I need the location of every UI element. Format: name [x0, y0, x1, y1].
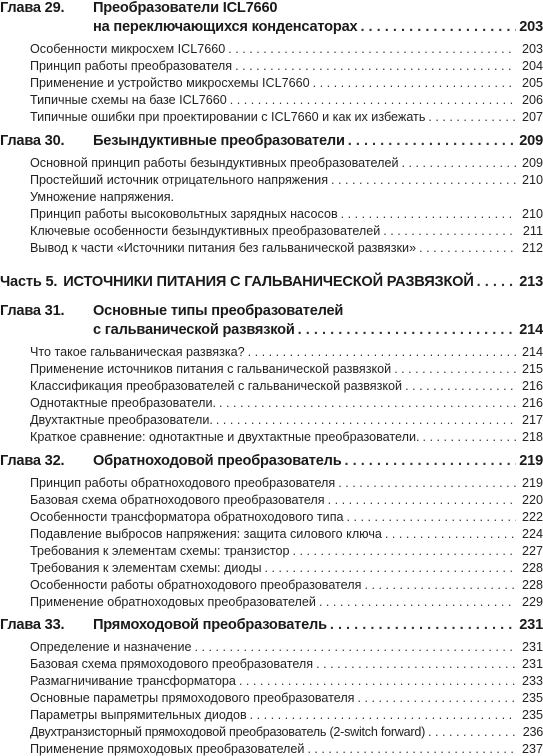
chapter-label: Глава 33. — [0, 617, 65, 633]
item-title: Однотактные преобразователи. — [30, 396, 217, 410]
toc-item[interactable] — [0, 578, 543, 592]
part-label: Часть 5. — [0, 274, 58, 290]
page-number: 214 — [519, 322, 543, 338]
dot-leader — [385, 527, 516, 541]
chapter-heading-continued[interactable] — [0, 19, 543, 35]
dot-leader — [230, 93, 516, 107]
toc-item[interactable] — [0, 207, 543, 221]
page-number: 220 — [521, 493, 543, 507]
item-title: Требования к элементам схемы: диоды — [30, 561, 262, 575]
page-number: 233 — [521, 674, 543, 688]
toc-item[interactable] — [0, 561, 543, 575]
toc-item[interactable] — [0, 379, 543, 393]
chapter-title: Обратноходовой преобразователь — [93, 453, 342, 469]
item-title: Классификация преобразователей с гальванической развязкой — [30, 379, 403, 393]
item-title: Базовая схема прямоходового преобразователя — [30, 657, 314, 671]
dot-leader — [235, 59, 516, 73]
item-title: Базовая схема обратноходового преобразователя — [30, 493, 325, 507]
toc-item[interactable] — [0, 708, 543, 722]
page-number: 211 — [522, 224, 543, 238]
item-title: Краткое сравнение: однотактные и двухтактные преобразователи. — [30, 430, 420, 444]
dot-leader — [341, 207, 516, 221]
page-number: 231 — [521, 657, 543, 671]
toc-item[interactable] — [0, 173, 543, 187]
item-title: Особенности работы обратноходового преобразователя — [30, 578, 362, 592]
page-number: 213 — [519, 274, 543, 290]
dot-leader — [265, 561, 516, 575]
chapter-label: Глава 32. — [0, 453, 65, 469]
chapter-title: Основные типы преобразователей — [93, 303, 344, 319]
page-number: 209 — [521, 156, 543, 170]
dot-leader — [239, 674, 516, 688]
item-title: Принцип работы обратноходового преобразователя — [30, 476, 336, 490]
toc-item[interactable] — [0, 156, 543, 170]
toc-item[interactable] — [0, 345, 543, 359]
page-number: 228 — [521, 578, 543, 592]
page-number: 216 — [521, 396, 543, 410]
item-title: Применение и устройство микросхемы ICL7660 — [30, 76, 310, 90]
toc-item[interactable] — [0, 76, 543, 90]
dot-leader — [316, 657, 516, 671]
dot-leader — [477, 274, 517, 290]
page-number: 218 — [521, 430, 543, 444]
toc-item[interactable] — [0, 396, 543, 410]
dot-leader — [348, 133, 517, 149]
toc-item[interactable] — [0, 241, 543, 255]
dot-leader — [330, 617, 516, 633]
dot-leader — [331, 173, 516, 187]
toc-item[interactable] — [0, 657, 543, 671]
dot-leader — [405, 379, 516, 393]
toc-item[interactable] — [0, 110, 543, 124]
page-number: 237 — [521, 742, 543, 756]
page-number: 219 — [519, 453, 543, 469]
dot-leader — [422, 430, 516, 444]
page-number: 206 — [521, 93, 543, 107]
dot-leader — [195, 640, 517, 654]
chapter-title: на переключающихся конденсаторах — [93, 19, 358, 35]
dot-leader — [357, 691, 516, 705]
chapter-heading[interactable] — [0, 0, 543, 16]
dot-leader — [344, 453, 516, 469]
item-title: Требования к элементам схемы: транзистор — [30, 544, 290, 558]
toc-item[interactable] — [0, 190, 543, 204]
item-title: Применение источников питания с гальванической развязкой — [30, 362, 392, 376]
toc-item[interactable] — [0, 362, 543, 376]
toc-item[interactable] — [0, 725, 543, 739]
page-number: 236 — [522, 725, 543, 739]
dot-leader — [313, 76, 516, 90]
toc-item[interactable] — [0, 510, 543, 524]
chapter-title: с гальванической развязкой — [93, 322, 295, 338]
dot-leader — [216, 413, 516, 427]
page-number: 205 — [521, 76, 543, 90]
page-number: 203 — [519, 19, 543, 35]
item-title: Особенности трансформатора обратноходового типа — [30, 510, 344, 524]
toc-item[interactable] — [0, 493, 543, 507]
page-number: 222 — [521, 510, 543, 524]
dot-leader — [319, 595, 516, 609]
chapter-heading[interactable] — [0, 617, 543, 633]
toc-item[interactable] — [0, 544, 543, 558]
dot-leader — [419, 241, 516, 255]
chapter-label: Глава 30. — [0, 133, 65, 149]
page-number: 214 — [521, 345, 543, 359]
page-number: 235 — [521, 708, 543, 722]
chapter-title: Преобразователи ICL7660 — [93, 0, 278, 16]
toc-item[interactable] — [0, 742, 543, 756]
page-number: 204 — [521, 59, 543, 73]
toc-item[interactable] — [0, 59, 543, 73]
item-title: Типичные схемы на базе ICL7660 — [30, 93, 227, 107]
item-title: Особенности микросхем ICL7660 — [30, 42, 226, 56]
page-number: 216 — [521, 379, 543, 393]
toc-item[interactable] — [0, 430, 543, 444]
dot-leader — [428, 110, 516, 124]
toc-item[interactable] — [0, 595, 543, 609]
item-title: Определение и назначение — [30, 640, 192, 654]
chapter-title: Прямоходовой преобразователь — [93, 617, 327, 633]
item-title: Вывод к части «Источники питания без гальванической развязки» — [30, 241, 417, 255]
item-title: Двухтактные преобразователи. — [30, 413, 213, 427]
dot-leader — [228, 42, 516, 56]
dot-leader — [292, 544, 516, 558]
dot-leader — [428, 725, 516, 739]
dot-leader — [250, 708, 516, 722]
item-title: Принцип работы высоковольтных зарядных насосов — [30, 207, 338, 221]
chapter-heading-continued[interactable] — [0, 322, 543, 338]
chapter-title: Безындуктивные преобразователи — [93, 133, 345, 149]
page-number: 212 — [521, 241, 543, 255]
page-number: 215 — [521, 362, 543, 376]
dot-leader — [347, 510, 516, 524]
item-title: Типичные ошибки при проектировании с ICL7660 и как их избежать — [30, 110, 426, 124]
page-number: 224 — [521, 527, 543, 541]
page-number: 235 — [521, 691, 543, 705]
chapter-label: Глава 31. — [0, 303, 65, 319]
item-title: Ключевые особенности безындуктивных преобразователей — [30, 224, 381, 238]
item-title: Основной принцип работы безындуктивных преобразователей — [30, 156, 399, 170]
item-title: Простейший источник отрицательного напряжения — [30, 173, 329, 187]
dot-leader — [383, 224, 516, 238]
dot-leader — [248, 345, 516, 359]
toc-item[interactable] — [0, 476, 543, 490]
dot-leader — [328, 493, 516, 507]
page-number: 229 — [521, 595, 543, 609]
item-title: Что такое гальваническая развязка? — [30, 345, 245, 359]
chapter-heading[interactable] — [0, 303, 543, 319]
dot-leader — [338, 476, 516, 490]
dot-leader — [401, 156, 516, 170]
item-title: Принцип работы преобразователя — [30, 59, 233, 73]
toc-item[interactable] — [0, 640, 543, 654]
chapter-label: Глава 29. — [0, 0, 65, 16]
toc-item[interactable] — [0, 93, 543, 107]
dot-leader — [394, 362, 516, 376]
item-title: Применение прямоходовых преобразователей — [30, 742, 305, 756]
page-number: 228 — [521, 561, 543, 575]
page-number: 203 — [521, 42, 543, 56]
item-title: Применение обратноходовых преобразователей — [30, 595, 316, 609]
item-title: Размагничивание трансформатора — [30, 674, 236, 688]
page-number: 210 — [521, 207, 543, 221]
item-title: Умножение напряжения. — [30, 190, 175, 204]
page-number: 231 — [521, 640, 543, 654]
part-title: ИСТОЧНИКИ ПИТАНИЯ С ГАЛЬВАНИЧЕСКОЙ РАЗВЯЗКОЙ — [63, 274, 474, 290]
part-heading[interactable] — [0, 274, 543, 290]
toc-item[interactable] — [0, 413, 543, 427]
page-number: 227 — [521, 544, 543, 558]
page-number: 231 — [519, 617, 543, 633]
toc-item[interactable] — [0, 224, 543, 238]
dot-leader — [219, 396, 516, 410]
page-number: 209 — [519, 133, 543, 149]
item-title: Основные параметры прямоходового преобразователя — [30, 691, 355, 705]
page-number: 210 — [521, 173, 543, 187]
toc-item[interactable] — [0, 691, 543, 705]
item-title: Параметры выпрямительных диодов — [30, 708, 247, 722]
toc-item[interactable] — [0, 674, 543, 688]
page-number: 207 — [521, 110, 543, 124]
dot-leader — [298, 322, 517, 338]
chapter-heading[interactable] — [0, 133, 543, 149]
page-number: 219 — [521, 476, 543, 490]
dot-leader — [307, 742, 516, 756]
chapter-heading[interactable] — [0, 453, 543, 469]
page-number: 217 — [521, 413, 543, 427]
item-title: Подавление выбросов напряжения: защита силового ключа — [30, 527, 382, 541]
toc-item[interactable] — [0, 527, 543, 541]
item-title: Двухтранзисторный прямоходовой преобразователь (2-switch forward) — [30, 725, 426, 739]
dot-leader — [360, 19, 516, 35]
dot-leader — [364, 578, 516, 592]
toc-item[interactable] — [0, 42, 543, 56]
